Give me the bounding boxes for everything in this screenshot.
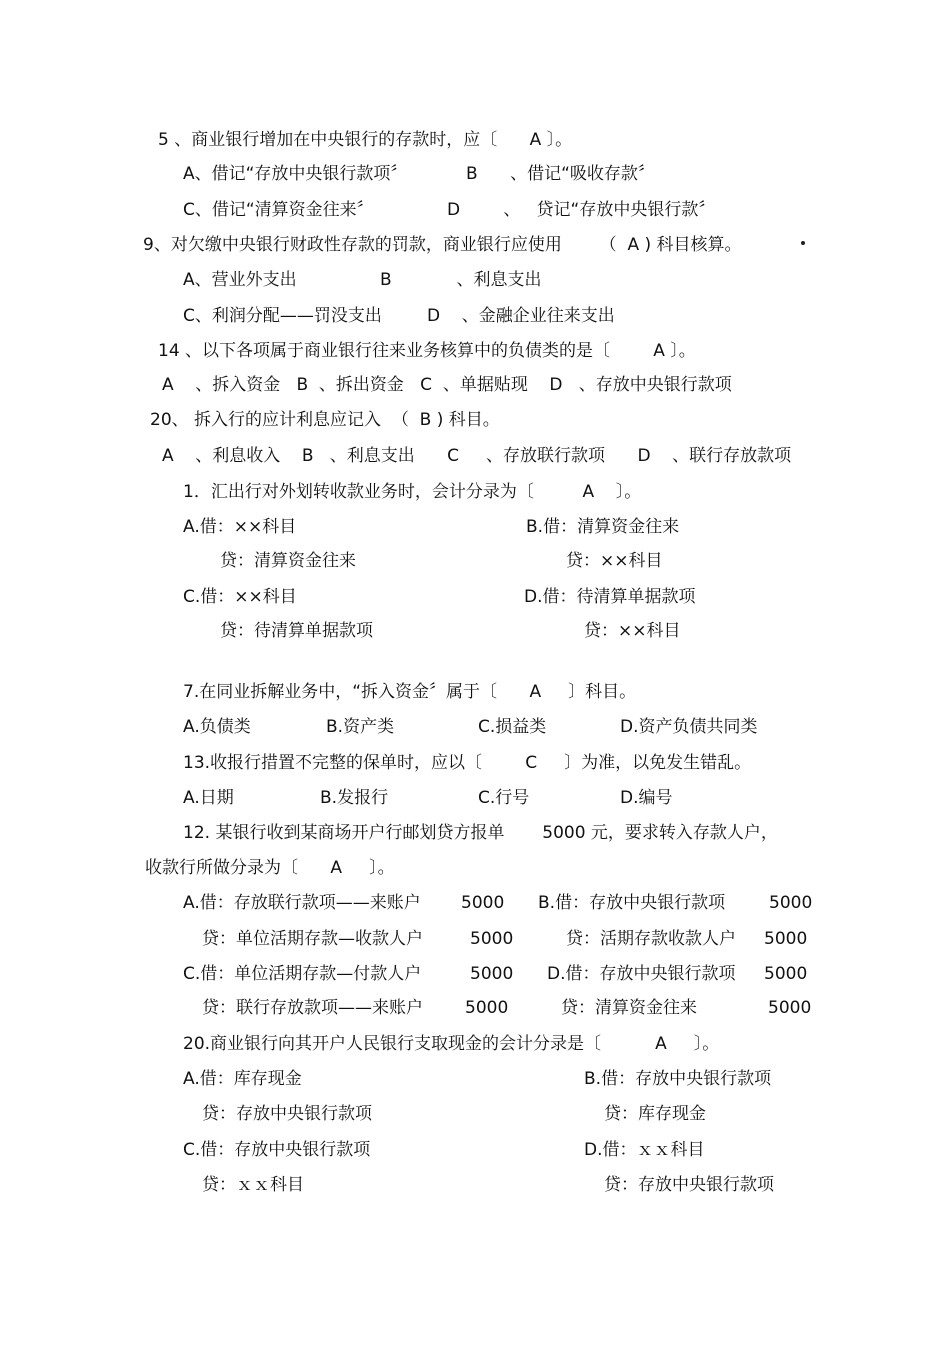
question-20b-b-credit: 贷：库存现金 [604, 1104, 706, 1124]
question-1-stem: 1．汇出行对外划转收款业务时，会计分录为〔 A 〕。 [183, 482, 642, 502]
question-20b-c-credit: 贷：ｘｘ科目 [202, 1175, 304, 1195]
question-12-b-debit: B.借：存放中央银行款项 [538, 893, 726, 913]
question-7-option-c: C.损益类 [478, 717, 547, 737]
question-12-d-credit: 贷：清算资金往来 [561, 998, 697, 1018]
question-13-option-c: C.行号 [478, 788, 530, 808]
question-12-c-debit: C.借：单位活期存款—付款人户 [183, 964, 422, 984]
question-12-b-credit: 贷：活期存款收款人户 [566, 929, 736, 949]
question-20b-a-debit: A.借：库存现金 [183, 1069, 302, 1089]
question-12-a-debit-amount: 5000 [461, 893, 505, 913]
bullet-dot [801, 241, 805, 245]
question-12-a-debit: A.借：存放联行款项——来账户 [183, 893, 421, 913]
question-5-option-b: B 、借记“吸收存款〞 [466, 164, 655, 184]
question-7-option-b: B.资产类 [326, 717, 395, 737]
question-9-option-c: C、利润分配——罚没支出 [183, 306, 382, 326]
question-1-c-debit: C.借：××科目 [183, 587, 297, 607]
question-5-option-a: A、借记“存放中央银行款项〞 [183, 164, 408, 184]
question-5-option-d: D 、 贷记“存放中央银行款〞 [447, 200, 716, 220]
question-1-a-debit: A.借：××科目 [183, 517, 297, 537]
question-12-b-credit-amount: 5000 [764, 929, 808, 949]
question-7-option-a: A.负债类 [183, 717, 251, 737]
question-12-d-debit: D.借：存放中央银行款项 [547, 964, 736, 984]
question-20b-b-debit: B.借：存放中央银行款项 [584, 1069, 772, 1089]
question-12-stem-line-2: 收款行所做分录为〔 A 〕。 [145, 858, 395, 878]
question-20b-d-credit: 贷：存放中央银行款项 [604, 1175, 774, 1195]
question-13-option-b: B.发报行 [320, 788, 389, 808]
question-9-option-a: A、营业外支出 [183, 270, 297, 290]
question-13-option-a: A.日期 [183, 788, 234, 808]
question-12-c-credit: 贷：联行存放款项——来账户 [202, 998, 423, 1018]
question-20b-c-debit: C.借：存放中央银行款项 [183, 1140, 371, 1160]
question-5-option-c: C、借记“清算资金往来〞 [183, 200, 374, 220]
question-20a-stem: 20、 拆入行的应计利息应记入 （ B ) 科目。 [150, 410, 500, 430]
question-12-a-credit-amount: 5000 [470, 929, 514, 949]
question-1-c-credit: 贷：待清算单据款项 [220, 621, 373, 641]
question-1-b-debit: B.借：清算资金往来 [526, 517, 680, 537]
question-12-d-credit-amount: 5000 [768, 998, 812, 1018]
question-20a-options: A 、利息收入 B 、利息支出 C 、存放联行款项 D 、联行存放款项 [162, 446, 792, 466]
question-12-c-credit-amount: 5000 [465, 998, 509, 1018]
question-7-option-d: D.资产负债共同类 [620, 717, 758, 737]
question-1-a-credit: 贷：清算资金往来 [220, 551, 356, 571]
question-13-option-d: D.编号 [620, 788, 673, 808]
question-12-a-credit: 贷：单位活期存款—收款人户 [202, 929, 423, 949]
question-14-options: A 、拆入资金 B 、拆出资金 C 、单据贴现 D 、存放中央银行款项 [162, 375, 732, 395]
question-14-stem: 14 、以下各项属于商业银行往来业务核算中的负债类的是〔 A 〕。 [158, 341, 696, 361]
question-1-d-credit: 贷：××科目 [584, 621, 681, 641]
question-20b-a-credit: 贷：存放中央银行款项 [202, 1104, 372, 1124]
question-7-stem: 7.在同业拆解业务中，“拆入资金〞属于〔 A 〕科目。 [183, 682, 637, 702]
question-13-stem: 13.收报行措置不完整的保单时，应以〔 C 〕为准，以免发生错乱。 [183, 753, 752, 773]
question-12-c-debit-amount: 5000 [470, 964, 514, 984]
question-12-b-debit-amount: 5000 [769, 893, 813, 913]
question-20b-d-debit: D.借：ｘｘ科目 [584, 1140, 705, 1160]
question-1-b-credit: 贷：××科目 [566, 551, 663, 571]
question-5-stem: 5 、商业银行增加在中央银行的存款时，应〔 A 〕。 [158, 130, 573, 150]
question-12-d-debit-amount: 5000 [764, 964, 808, 984]
question-9-option-b: B 、利息支出 [380, 270, 542, 290]
question-9-stem: 9、对欠缴中央银行财政性存款的罚款，商业银行应使用 （ A ) 科目核算。 [143, 235, 742, 255]
question-9-option-d: D 、金融企业往来支出 [427, 306, 615, 326]
question-12-stem-line-1: 12. 某银行收到某商场开户行邮划贷方报单 5000 元，要求转入存款人户， [183, 823, 778, 843]
question-1-d-debit: D.借：待清算单据款项 [524, 587, 696, 607]
question-20b-stem: 20.商业银行向其开户人民银行支取现金的会计分录是〔 A 〕。 [183, 1034, 720, 1054]
